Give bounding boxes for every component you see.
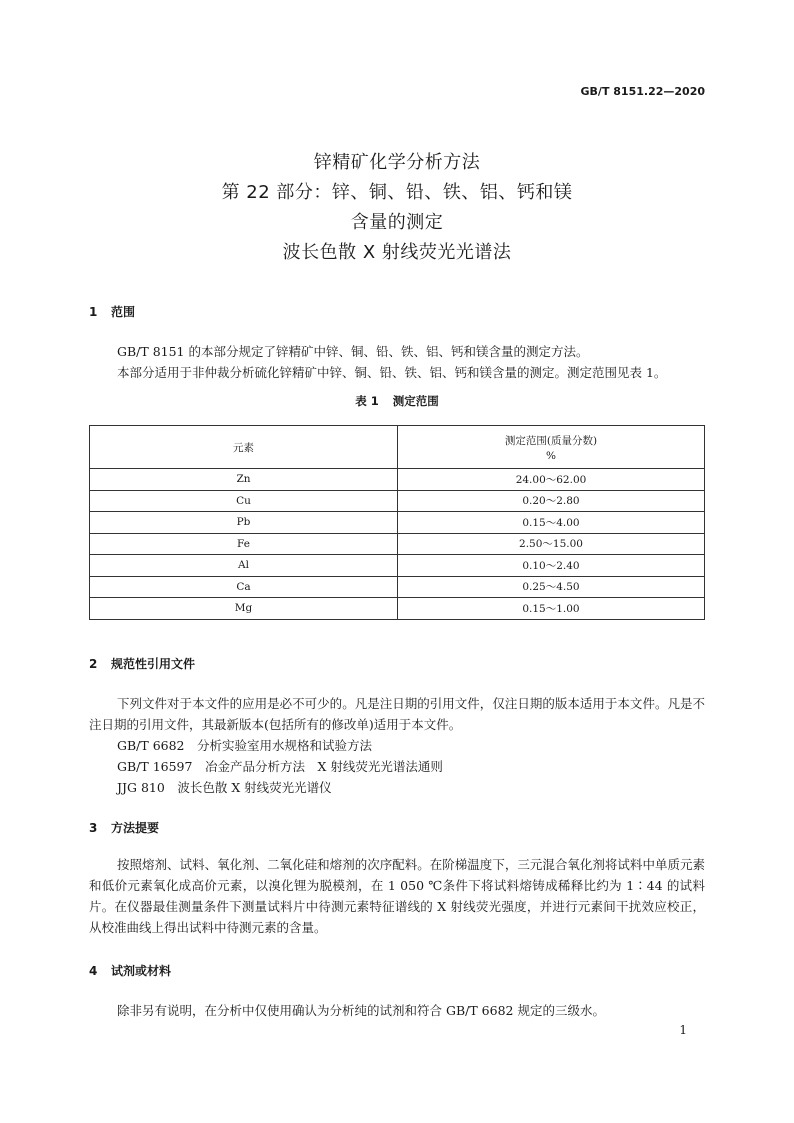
- document-title: [0, 148, 794, 268]
- table-title: 测定范围: [392, 394, 439, 408]
- section-title: 规范性引用文件: [111, 657, 196, 671]
- section-title: 方法提要: [111, 821, 160, 835]
- element-cell: Pb: [90, 512, 398, 534]
- section-2-heading: [89, 655, 195, 672]
- element-cell: Mg: [90, 598, 398, 620]
- range-cell: 0.20～2.80: [398, 490, 705, 512]
- paragraph: 除非另有说明，在分析中仅使用确认为分析纯的试剂和符合 GB/T 6682 规定的三级水。: [117, 1003, 605, 1018]
- element-cell: Ca: [90, 576, 398, 598]
- table-row: [90, 512, 705, 534]
- table-row: [90, 576, 705, 598]
- reference-item: GB/T 6682 分析实验室用水规格和试验方法: [117, 738, 373, 753]
- section-number: 1: [89, 305, 98, 319]
- standard-code: GB/T 8151.22—2020: [580, 85, 705, 98]
- range-cell: 0.15～4.00: [398, 512, 705, 534]
- title-line-3: 含量的测定: [350, 212, 444, 233]
- section-number: 3: [89, 821, 98, 835]
- element-cell: Cu: [90, 490, 398, 512]
- section-2-body: [89, 693, 705, 798]
- table-row: [90, 469, 705, 491]
- table-row: [90, 533, 705, 555]
- range-header-label: 测定范围(质量分数): [504, 434, 598, 447]
- section-3-heading: [89, 819, 159, 836]
- section-number: 2: [89, 657, 98, 671]
- section-title: 范围: [111, 305, 136, 319]
- title-line-1: 锌精矿化学分析方法: [313, 152, 481, 173]
- section-4-heading: [89, 962, 171, 979]
- page-number: 1: [679, 1023, 687, 1037]
- column-header-range: [398, 426, 705, 469]
- section-number: 4: [89, 964, 98, 978]
- section-3-body: [89, 854, 705, 938]
- element-cell: Fe: [90, 533, 398, 555]
- section-title: 试剂或材料: [111, 964, 172, 978]
- range-header-unit: %: [546, 449, 556, 462]
- section-1-body: [89, 341, 705, 383]
- title-line-2: 第 22 部分：锌、铜、铅、铁、铝、钙和镁: [221, 182, 573, 203]
- range-cell: 2.50～15.00: [398, 533, 705, 555]
- paragraph: 按照熔剂、试料、氧化剂、二氧化硅和熔剂的次序配料。在阶梯温度下，三元混合氧化剂将试料中单质元素和低价元素氧化成高价元素，以溴化锂为脱模剂，在 1 050 ℃条件下将试料熔铸成稀释比约为 1∶44 的试料片。在仪器最佳测量条件下测量试料片中待测元素特征谱线的 X 射线荧光强度，并进行元素间干扰效应校正，从校准曲线上得出试料中待测元素的含量。: [89, 857, 705, 935]
- measurement-range-table: [89, 425, 705, 620]
- element-cell: Al: [90, 555, 398, 577]
- table-row: [90, 555, 705, 577]
- section-1-heading: [89, 303, 135, 320]
- range-cell: 0.25～4.50: [398, 576, 705, 598]
- table-header-row: [90, 426, 705, 469]
- column-header-element: 元素: [90, 426, 398, 469]
- section-4-body: [89, 1000, 705, 1021]
- table-row: [90, 490, 705, 512]
- range-cell: 0.15～1.00: [398, 598, 705, 620]
- title-line-4: 波长色散 X 射线荧光光谱法: [282, 242, 512, 263]
- reference-item: JJG 810 波长色散 X 射线荧光光谱仪: [117, 780, 332, 795]
- reference-item: GB/T 16597 冶金产品分析方法 X 射线荧光光谱法通则: [117, 759, 443, 774]
- element-cell: Zn: [90, 469, 398, 491]
- paragraph: 本部分适用于非仲裁分析硫化锌精矿中锌、铜、铅、铁、铝、钙和镁含量的测定。测定范围见表 1。: [117, 365, 667, 380]
- table-caption: [0, 393, 794, 409]
- paragraph: GB/T 8151 的本部分规定了锌精矿中锌、铜、铅、铁、铝、钙和镁含量的测定方法。: [117, 344, 589, 359]
- table-row: [90, 598, 705, 620]
- paragraph: 下列文件对于本文件的应用是必不可少的。凡是注日期的引用文件，仅注日期的版本适用于本文件。凡是不注日期的引用文件，其最新版本(包括所有的修改单)适用于本文件。: [89, 696, 705, 732]
- range-cell: 0.10～2.40: [398, 555, 705, 577]
- range-cell: 24.00～62.00: [398, 469, 705, 491]
- table-label: 表 1: [355, 394, 379, 408]
